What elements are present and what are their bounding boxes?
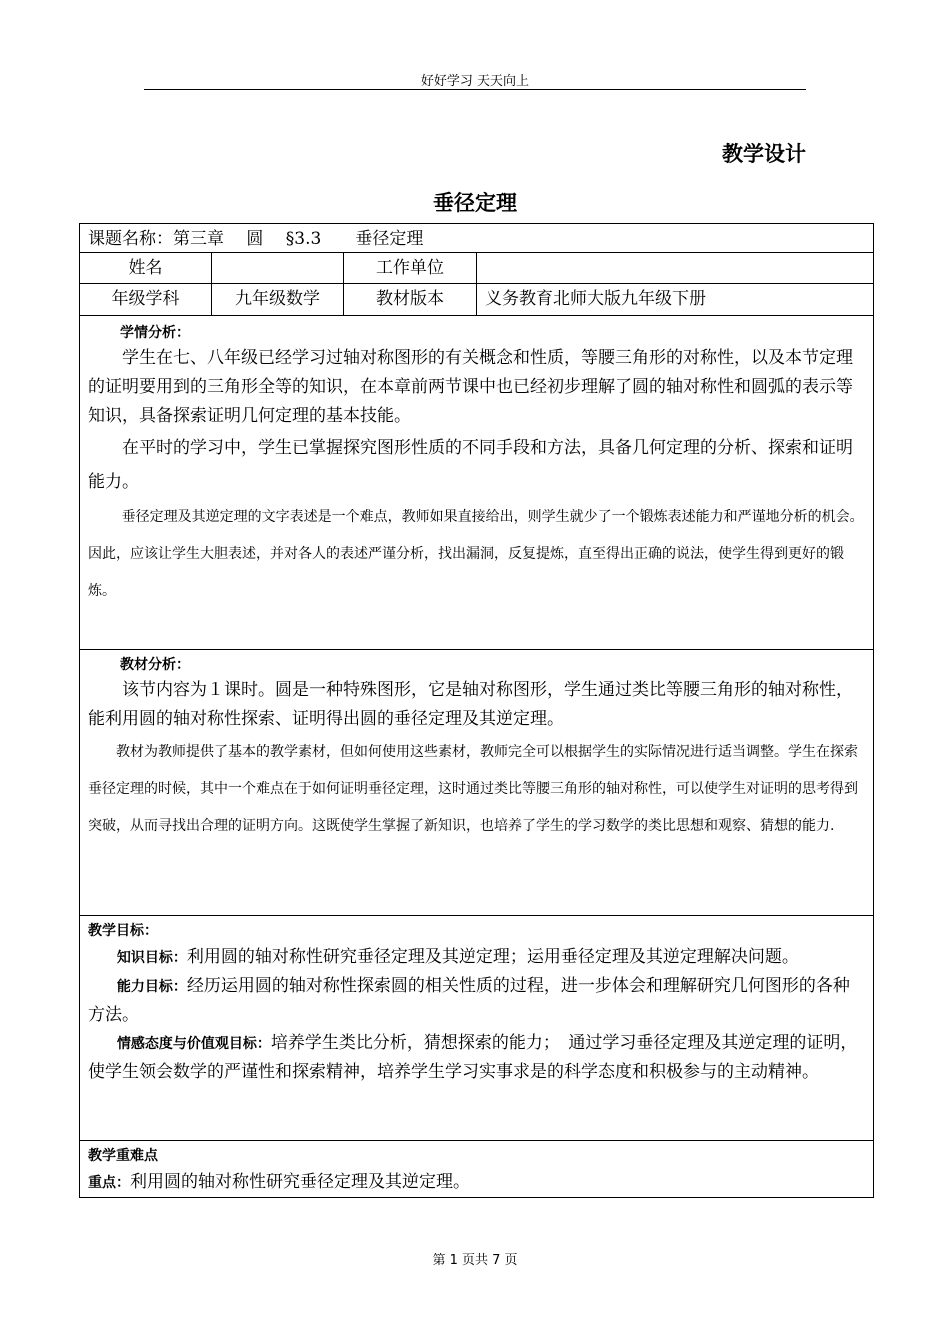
emotion-objective-text: 培养学生类比分析，猜想探索的能力； 通过学习垂径定理及其逆定理的证明，使学生领会数学的严谨性和探索精神，培养学生学习实事求是的科学态度和积极参与的主动精神。 xyxy=(88,1033,858,1082)
material-analysis-p1: 该节内容为１课时。圆是一种特殊图形，它是轴对称图形，学生通过类比等腰三角形的轴对称性，能利用圆的轴对称性探索、证明得出圆的垂径定理及其逆定理。 xyxy=(88,680,853,729)
student-analysis-p3: 垂径定理及其逆定理的文字表述是一个难点，教师如果直接给出，则学生就少了一个锻炼表述能力和严谨地分析的机会。因此，应该让学生大胆表述，并对各人的表述严谨分析，找出漏洞，反复提炼，直至得出正确的说法，使学生得到更好的锻炼。 xyxy=(88,509,864,599)
focus-point xyxy=(88,1168,865,1197)
student-analysis-p2: 在平时的学习中，学生已掌握探究图形性质的不同手段和方法，具备几何定理的分析、探索和证明能力。 xyxy=(88,438,853,492)
edition-label: 教材版本 xyxy=(344,284,477,316)
emotion-objective-label: 情感态度与价值观目标： xyxy=(116,1036,271,1052)
document-title: 垂径定理 xyxy=(433,191,517,215)
ability-objective xyxy=(88,972,865,1029)
key-points-cell xyxy=(80,1141,874,1198)
unit-value xyxy=(477,253,874,284)
unit-label: 工作单位 xyxy=(344,253,477,284)
objectives-row xyxy=(80,916,874,1141)
name-value xyxy=(212,253,344,284)
student-analysis-label: 学情分析： xyxy=(120,325,190,341)
grade-row xyxy=(80,284,874,316)
key-points-label: 教学重难点 xyxy=(88,1148,158,1164)
material-analysis-label: 教材分析： xyxy=(120,657,190,673)
page-footer: 第 1 页共 7 页 xyxy=(432,1253,518,1268)
knowledge-objective-label: 知识目标： xyxy=(116,950,187,966)
lesson-plan-table xyxy=(79,223,874,1198)
grade-label: 年级学科 xyxy=(80,284,212,316)
document-type: 教学设计 xyxy=(722,142,806,166)
page-header-text: 好好学习 天天向上 xyxy=(420,74,530,89)
focus-point-label: 重点： xyxy=(88,1175,130,1191)
topic-row xyxy=(80,224,874,253)
key-points-row xyxy=(80,1141,874,1198)
student-analysis-p1: 学生在七、八年级已经学习过轴对称图形的有关概念和性质，等腰三角形的对称性，以及本节定理的证明要用到的三角形全等的知识，在本章前两节课中也已经初步理解了圆的轴对称性和圆弧的表示等知识，具备探索证明几何定理的基本技能。 xyxy=(88,348,853,426)
edition-value: 义务教育北师大版九年级下册 xyxy=(477,284,874,316)
header-divider xyxy=(144,89,806,90)
student-analysis-cell xyxy=(80,316,874,650)
ability-objective-text: 经历运用圆的轴对称性探索圆的相关性质的过程，进一步体会和理解研究几何图形的各种方法。 xyxy=(88,976,850,1025)
material-analysis-cell xyxy=(80,650,874,916)
knowledge-objective xyxy=(88,943,865,972)
knowledge-objective-text: 利用圆的轴对称性研究垂径定理及其逆定理；运用垂径定理及其逆定理解决问题。 xyxy=(186,947,799,967)
name-label: 姓名 xyxy=(80,253,212,284)
grade-value: 九年级数学 xyxy=(212,284,344,316)
material-analysis-p2: 教材为教师提供了基本的教学素材，但如何使用这些素材，教师完全可以根据学生的实际情况进行适当调整。学生在探索垂径定理的时候，其中一个难点在于如何证明垂径定理，这时通过类比等腰三角形的轴对称性，可以使学生对证明的思考得到突破，从而寻找出合理的证明方向。这既使学生掌握了新知识，也培养了学生的学习数学的类比思想和观察、猜想的能力. xyxy=(88,744,858,834)
name-row xyxy=(80,253,874,284)
student-analysis-row xyxy=(80,316,874,650)
material-analysis-row xyxy=(80,650,874,916)
topic-cell: 课题名称：第三章 圆 §3.3 垂径定理 xyxy=(80,224,874,253)
ability-objective-label: 能力目标： xyxy=(116,979,187,995)
objectives-cell xyxy=(80,916,874,1141)
emotion-objective xyxy=(88,1029,865,1086)
objectives-label: 教学目标： xyxy=(88,923,158,939)
focus-point-text: 利用圆的轴对称性研究垂径定理及其逆定理。 xyxy=(130,1172,470,1192)
